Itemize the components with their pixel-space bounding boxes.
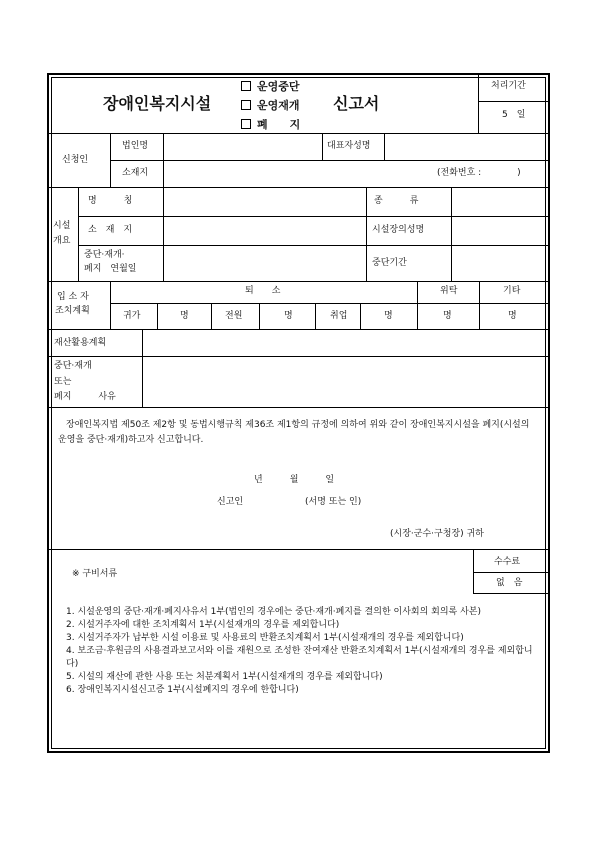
home-unit: 명: [180, 311, 189, 321]
option-suspend[interactable]: [241, 81, 300, 92]
rule-rep-left: [322, 133, 323, 160]
facility-date-label-1: 중단·재개·: [84, 250, 125, 260]
required-documents-list: [66, 606, 544, 697]
consign-label: 위탁: [440, 286, 458, 296]
rule-facility-1: [78, 216, 548, 217]
other-label: 기타: [503, 286, 521, 296]
facility-period-label: 중단기간: [372, 258, 407, 268]
other-unit: 명: [508, 311, 517, 321]
facility-head-label: 시설장의성명: [372, 225, 425, 235]
form-title-right: 신고서: [333, 94, 380, 113]
sign-label: (서명 또는 인): [305, 497, 362, 507]
rule-residents-label: [110, 281, 111, 329]
rule-fee-mid: [473, 572, 548, 573]
rule-applicant-mid: [110, 160, 548, 161]
fee-label: 수수료: [494, 557, 521, 567]
property-plan-label: 재산활용계획: [54, 338, 107, 348]
transfer-label: 전원: [225, 311, 243, 321]
document-item: 2. 시설거주자에 대한 조치계획서 1부(시설재개의 경우를 제외합니다): [66, 620, 340, 630]
residents-section-label-1: 입 소 자: [57, 292, 89, 302]
employ-label: 취업: [330, 311, 348, 321]
reason-label-1: 중단·재개: [54, 361, 92, 371]
facility-name-label: 명 칭: [88, 196, 133, 206]
rule-applicant-label: [110, 133, 111, 187]
consign-unit: 명: [443, 311, 452, 321]
document-item: 3. 시설거주자가 납부한 시설 이용료 및 사용료의 반환조치계획서 1부(시설재개의 경우를 제외합니다): [66, 633, 464, 643]
corp-name-label: 법인명: [122, 141, 149, 151]
discharge-label: 퇴 소: [245, 286, 281, 296]
applicant-section-label: 신청인: [62, 155, 89, 165]
rep-name-label: 대표자성명: [327, 141, 371, 151]
checkbox-resume[interactable]: [241, 100, 251, 110]
processing-period-value: 5 일: [502, 110, 526, 120]
option-resume[interactable]: [241, 100, 300, 111]
rule-facility-mid-right: [451, 187, 452, 281]
facility-date-label-2: 폐지 연월일: [84, 264, 137, 274]
facility-type-label: 종 류: [374, 196, 419, 206]
residents-section-label-2: 조치계획: [55, 306, 90, 316]
fee-value: 없 음: [496, 578, 523, 588]
rule-res-3: [259, 303, 260, 329]
rule-fee-left: [473, 549, 474, 593]
rule-reason-bottom: [49, 407, 548, 408]
document-item: 4. 보조금·후원금의 사용결과보고서와 이를 재원으로 조성한 잔여재산 반환조치계획서 1부(시설재개의 경우를 제외합니다): [66, 646, 533, 669]
rule-fee-bottom: [473, 593, 548, 594]
form-title-left: 장애인복지시설: [103, 94, 212, 113]
facility-section-label-1: 시설: [53, 221, 71, 231]
rule-header-bottom: [49, 133, 548, 134]
rule-property-bottom: [49, 356, 548, 357]
option-close-label: 폐 지: [257, 119, 301, 131]
rule-res-consign: [417, 281, 418, 329]
rule-facility-2: [78, 245, 548, 246]
rule-res-4: [315, 303, 316, 329]
transfer-unit: 명: [284, 311, 293, 321]
facility-section-label-2: 개요: [53, 236, 71, 246]
documents-title: ※ 구비서류: [72, 569, 118, 579]
reason-label-3: 폐지 사유: [54, 392, 116, 402]
rule-applicant-bottom: [49, 187, 548, 188]
rule-processing-mid: [478, 101, 548, 102]
rule-res-2: [211, 303, 212, 329]
rule-rep-right: [384, 133, 385, 160]
facility-location-label: 소 재 지: [88, 225, 133, 235]
rule-facility-label: [78, 187, 79, 281]
rule-res-5: [360, 303, 361, 329]
rule-processing-left: [478, 75, 479, 133]
declaration-text: 장애인복지법 제50조 제2항 및 동법시행규칙 제36조 제1항의 규정에 의하여 위와 같이 장애인복지시설을 폐지(시설의 운영을 중단·재개)하고자 신고합니다.: [58, 420, 530, 445]
option-suspend-label: 운영중단: [257, 80, 300, 93]
rule-applicant-field: [163, 133, 164, 187]
checkbox-close[interactable]: [241, 119, 251, 129]
checkbox-suspend[interactable]: [241, 81, 251, 91]
option-close[interactable]: [241, 119, 300, 131]
option-resume-label: 운영재개: [257, 99, 300, 112]
processing-period-label: 처리기간: [491, 81, 526, 91]
reason-label-2: 또는: [54, 377, 72, 387]
rule-property-label: [142, 329, 143, 356]
date-line: 년 월 일: [254, 475, 335, 485]
rule-reason-label: [142, 356, 143, 407]
rule-res-other: [479, 281, 480, 329]
addressee: (시장·군수·구청장) 귀하: [390, 529, 484, 539]
rule-facility-mid-left: [366, 187, 367, 281]
document-item: 1. 시설운영의 중단·재개·폐지사유서 1부(법인의 경우에는 중단·재개·폐지를 결의한 이사회의 회의록 사본): [66, 607, 481, 617]
rule-facility-bottom: [49, 281, 548, 282]
rule-residents-mid: [110, 303, 548, 304]
rule-res-1: [157, 303, 158, 329]
rule-residents-bottom: [49, 329, 548, 330]
phone-label: (전화번호 : ): [437, 168, 521, 178]
address-label: 소재지: [122, 168, 149, 178]
document-item: 6. 장애인복지시설신고증 1부(시설폐지의 경우에 한합니다): [66, 685, 299, 695]
reporter-label: 신고인: [217, 497, 244, 507]
rule-facility-field: [163, 187, 164, 281]
home-label: 귀가: [123, 311, 141, 321]
employ-unit: 명: [384, 311, 393, 321]
document-item: 5. 시설의 재산에 관한 사용 또는 처분계획서 1부(시설재개의 경우를 제외합니다): [66, 672, 383, 682]
